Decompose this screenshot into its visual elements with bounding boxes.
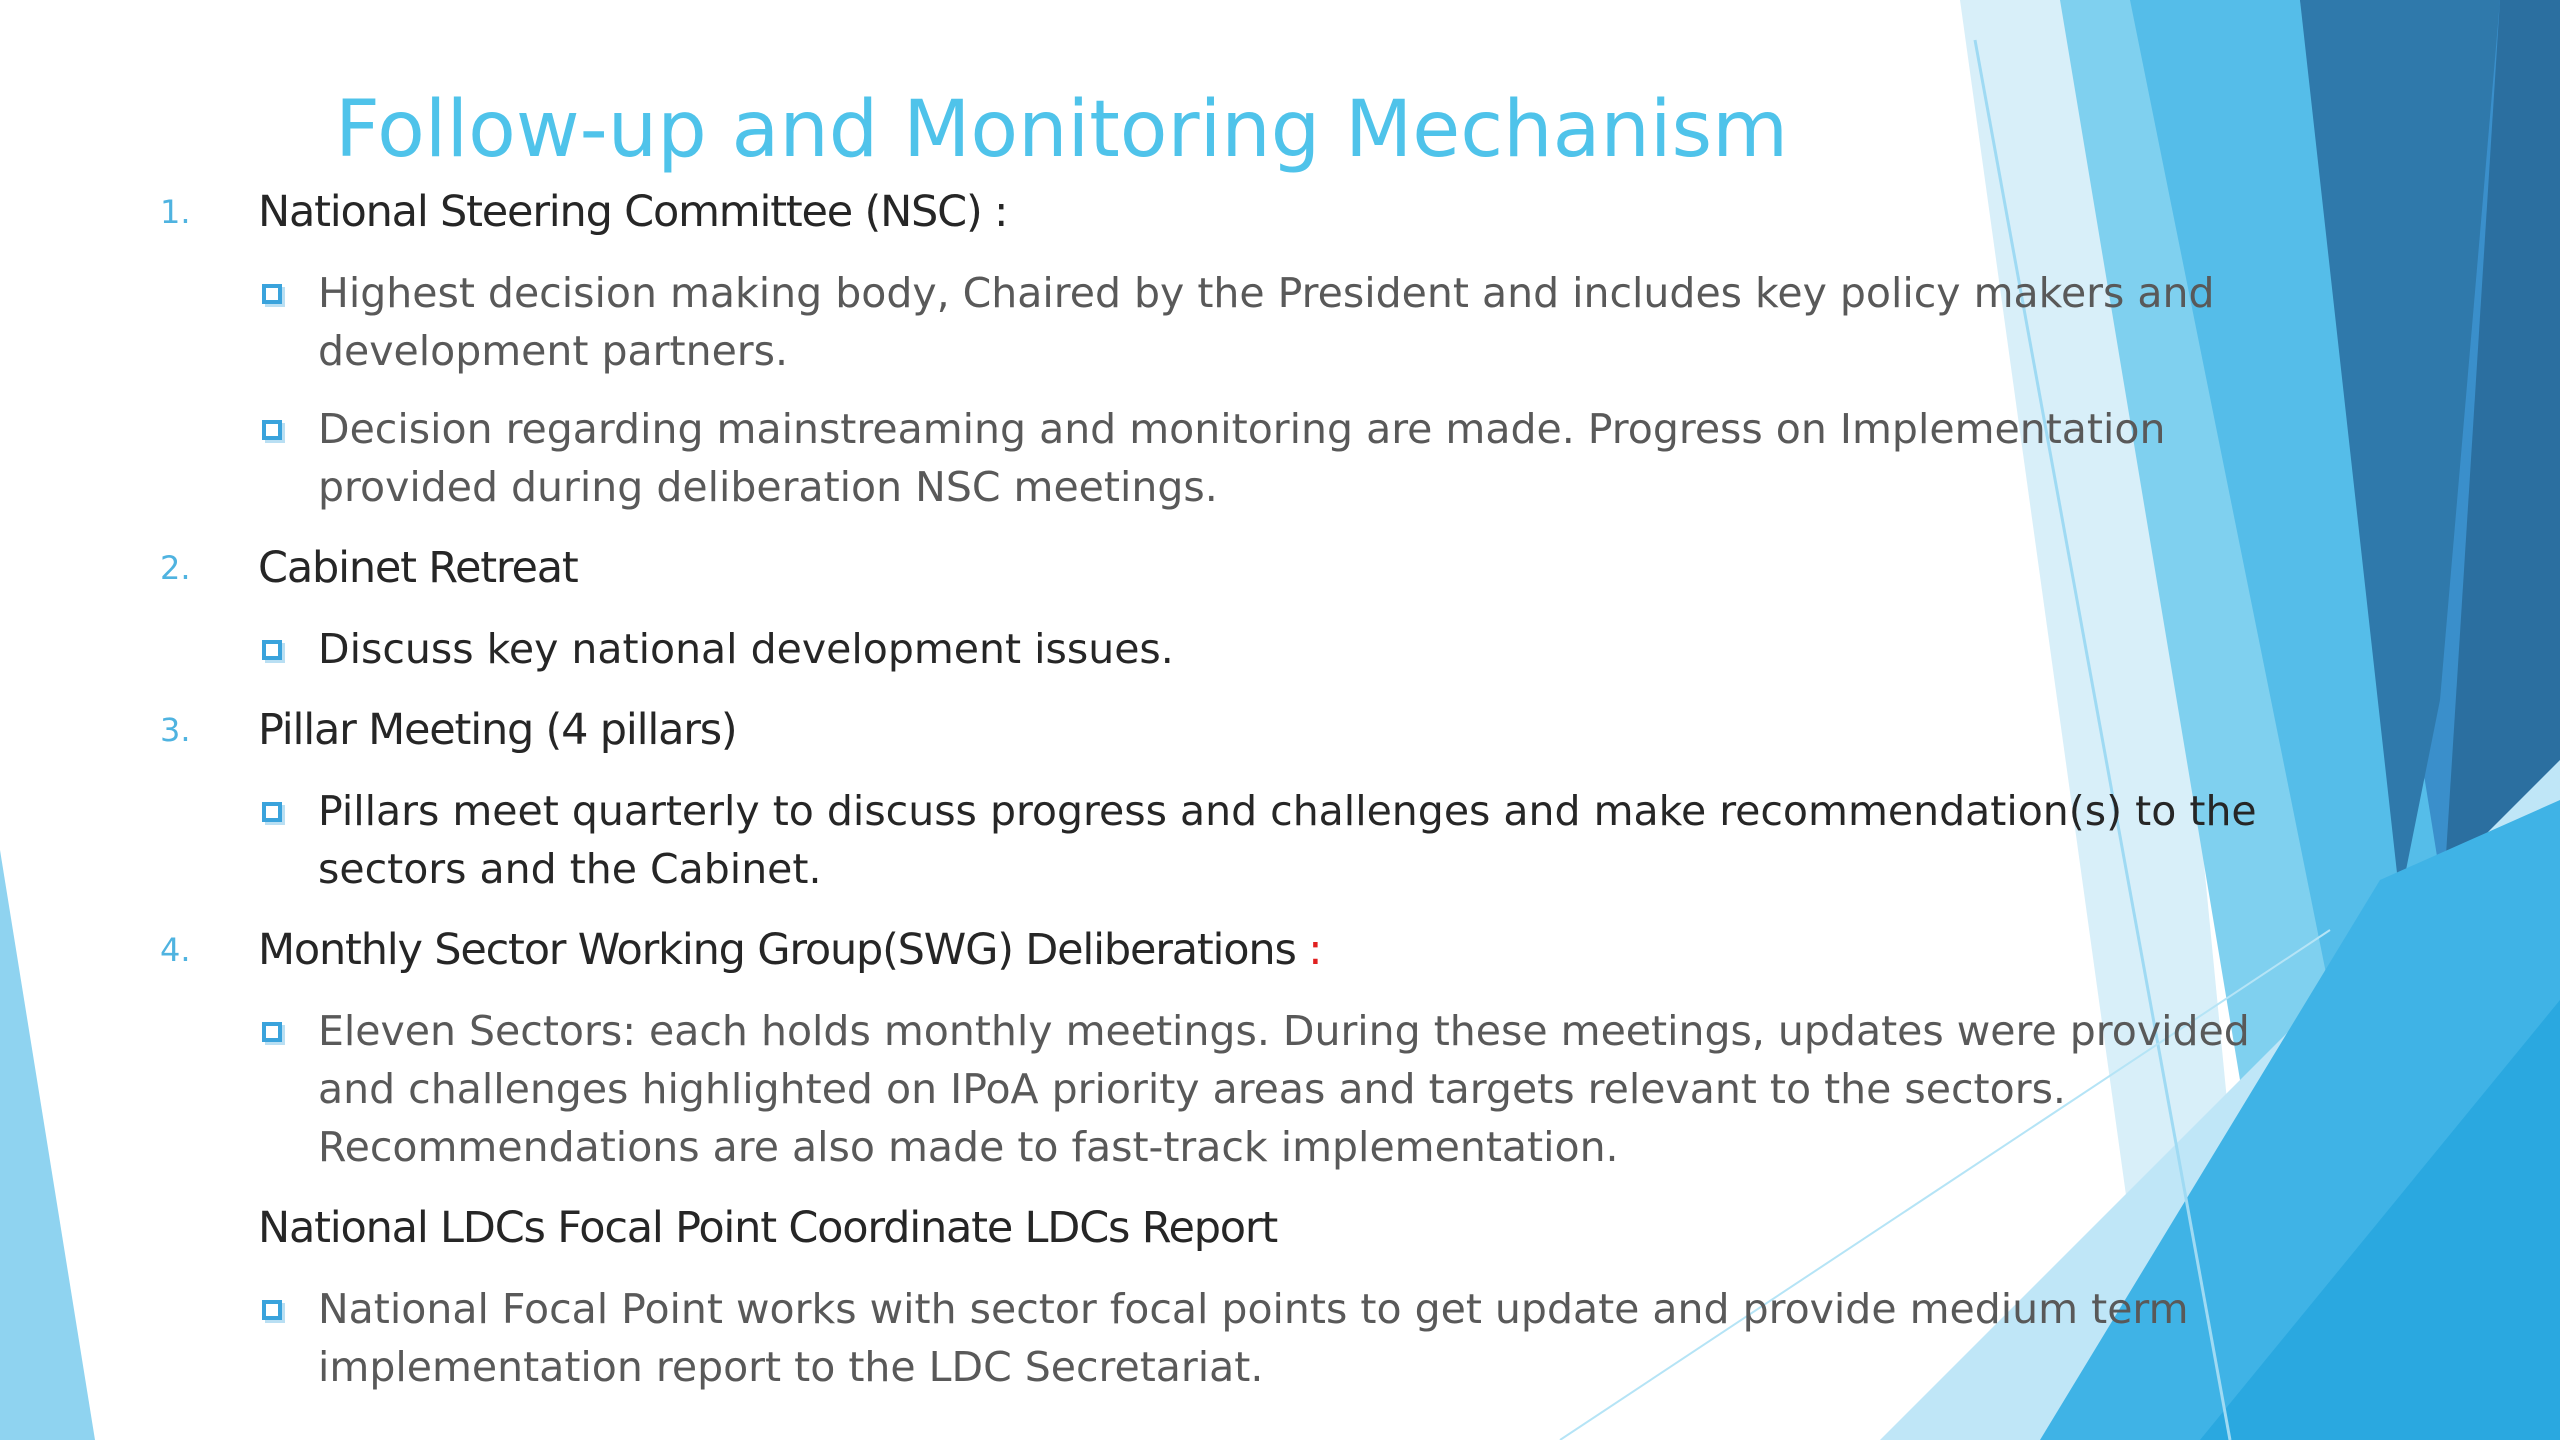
bullet-item [150, 1280, 2300, 1396]
section-heading-text: National Steering Committee (NSC) : [258, 187, 1008, 237]
section-heading-text: Pillar Meeting (4 pillars) [258, 705, 737, 755]
hollow-square-bullet-icon [262, 420, 282, 440]
heading-colon: : [1308, 925, 1322, 975]
bullet-text: Discuss key national development issues. [318, 625, 1174, 673]
hollow-square-bullet-icon [262, 640, 282, 660]
section-number: 3. [160, 711, 191, 749]
section-number: 2. [160, 549, 191, 587]
bullet-item [150, 400, 2300, 516]
slide-title: Follow-up and Monitoring Mechanism [335, 85, 1789, 175]
bullet-item [150, 264, 2300, 380]
section-heading-swg [150, 918, 2300, 982]
section-heading-text: Cabinet Retreat [258, 543, 578, 593]
bullet-item [150, 1002, 2300, 1176]
slide-content [150, 180, 2300, 1416]
section-heading-text: National LDCs Focal Point Coordinate LDCs Report [258, 1203, 1278, 1253]
bullet-text: Highest decision making body, Chaired by the President and includes key policy makers and development partners. [318, 269, 2215, 375]
hollow-square-bullet-icon [262, 284, 282, 304]
section-heading-pillar-meeting [150, 698, 2300, 762]
section-heading-ldc-focal-point [150, 1196, 2300, 1260]
section-heading-nsc [150, 180, 2300, 244]
bullet-text: Pillars meet quarterly to discuss progress and challenges and make recommendation(s) to the sectors and the Cabinet. [318, 787, 2257, 893]
section-number: 1. [160, 193, 191, 231]
bullet-item [150, 782, 2300, 898]
section-number: 4. [160, 931, 191, 969]
section-heading-text: Monthly Sector Working Group(SWG) Deliberations [258, 925, 1296, 975]
bullet-text: National Focal Point works with sector focal points to get update and provide medium term implementation report to the LDC Secretariat. [318, 1285, 2189, 1391]
bullet-item [150, 620, 2300, 678]
hollow-square-bullet-icon [262, 802, 282, 822]
section-heading-cabinet-retreat [150, 536, 2300, 600]
hollow-square-bullet-icon [262, 1022, 282, 1042]
bullet-text: Eleven Sectors: each holds monthly meetings. During these meetings, updates were provided and challenges highlighted on IPoA priority areas and targets relevant to the sectors. Recommendations are also made to fast-track implementation. [318, 1007, 2250, 1171]
bullet-text: Decision regarding mainstreaming and monitoring are made. Progress on Implementation provided during deliberation NSC meetings. [318, 405, 2166, 511]
hollow-square-bullet-icon [262, 1300, 282, 1320]
left-edge-shape [0, 850, 95, 1440]
